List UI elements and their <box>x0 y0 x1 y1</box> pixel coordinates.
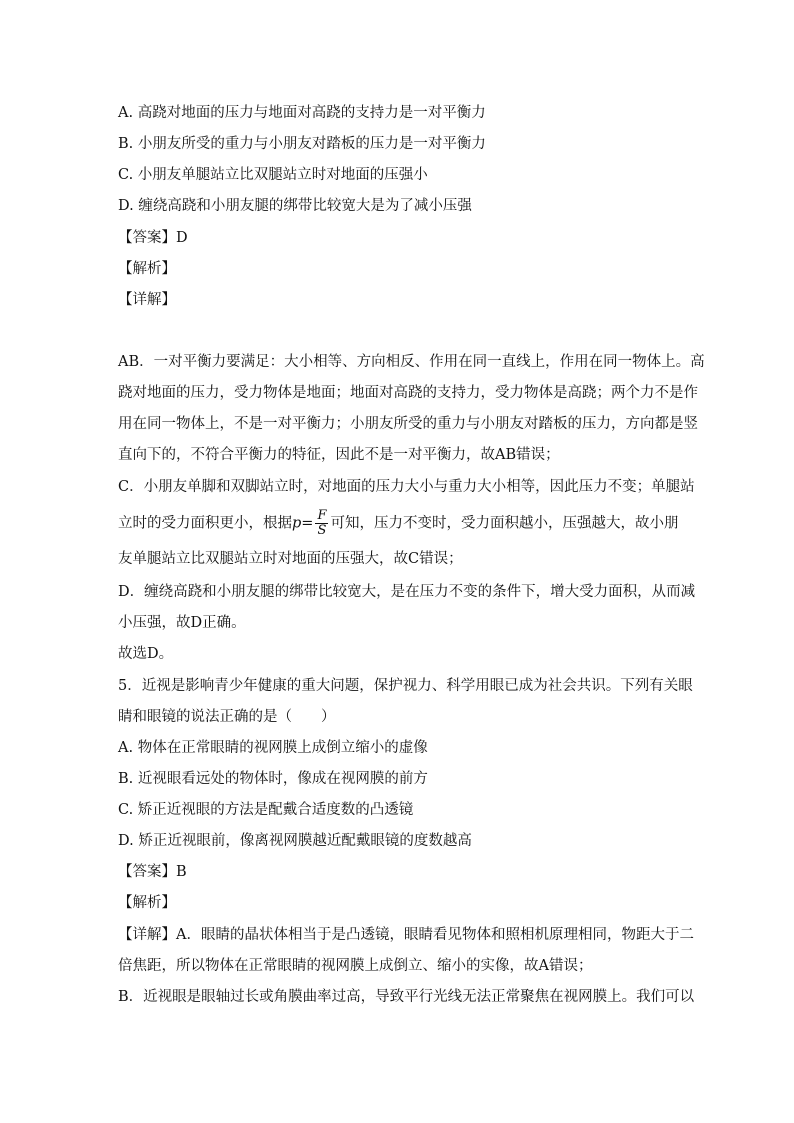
q4-explanation-d-line: D．缠绕高跷和小朋友腿的绑带比较宽大，是在压力不变的条件下，增大受力面积，从而减 <box>118 584 696 600</box>
q5-option-b: B. 近视眼看远处的物体时，像成在视网膜的前方 <box>118 771 428 787</box>
pressure-formula-fraction <box>315 509 328 538</box>
q5-stem-line: 5．近视是影响青少年健康的重大问题，保护视力、科学用眼已成为社会共识。下列有关眼 <box>118 678 693 694</box>
formula-denominator: S <box>317 523 327 538</box>
q4-explanation-c-line: 友单腿站立比双腿站立时对地面的压强大，故C错误； <box>118 551 463 567</box>
q4-answer: 【答案】D <box>118 230 188 246</box>
q4-option-a: A. 高跷对地面的压力与地面对高跷的支持力是一对平衡力 <box>118 105 486 121</box>
q4-explanation-c-line: C．小朋友单脚和双脚站立时，对地面的压力大小与重力大小相等，因此压力不变；单腿站 <box>118 479 695 495</box>
q4-explanation-d-line: 小压强，故D正确。 <box>118 615 246 631</box>
formula-eq: = <box>301 515 314 532</box>
q4-analysis-label: 【解析】 <box>118 261 176 277</box>
q4-explanation-ab-line: 用在同一物体上，不是一对平衡力；小朋友所受的重力与小朋友对踏板的压力，方向都是竖 <box>118 416 698 432</box>
q5-detail-line: 【详解】A．眼睛的晶状体相当于是凸透镜，眼睛看见物体和照相机原理相同，物距大于二 <box>118 927 694 943</box>
q5-option-c: C. 矫正近视眼的方法是配戴合适度数的凸透镜 <box>118 802 414 818</box>
q5-stem-line: 睛和眼镜的说法正确的是（ ） <box>118 709 336 725</box>
q5-detail-line: 倍焦距，所以物体在正常眼睛的视网膜上成倒立、缩小的实像，故A错误； <box>118 958 593 974</box>
q5-answer: 【答案】B <box>118 864 187 880</box>
q4-explanation-ab-line: 跷对地面的压力，受力物体是地面；地面对高跷的支持力，受力物体是高跷；两个力不是作 <box>118 385 698 401</box>
q5-option-a: A. 物体在正常眼睛的视网膜上成倒立缩小的虚像 <box>118 740 428 756</box>
q4-conclusion: 故选D。 <box>118 646 174 662</box>
q4-explanation-ab-line: 直向下的，不符合平衡力的特征，因此不是一对平衡力，故AB错误； <box>118 447 560 463</box>
q5-option-d: D. 矫正近视眼前，像离视网膜越近配戴眼镜的度数越高 <box>118 833 472 849</box>
q4-explanation-c-formula-line <box>118 509 680 538</box>
formula-lhs: p <box>292 515 302 532</box>
q5-analysis-label: 【解析】 <box>118 895 176 911</box>
q4-detail-label: 【详解】 <box>118 292 176 308</box>
q4-explanation-ab-line: AB．一对平衡力要满足：大小相等、方向相反、作用在同一直线上，作用在同一物体上。高 <box>118 354 705 370</box>
q4-option-d: D. 缠绕高跷和小朋友腿的绑带比较宽大是为了减小压强 <box>118 198 472 214</box>
q4-option-c: C. 小朋友单腿站立比双腿站立时对地面的压强小 <box>118 167 428 183</box>
formula-numerator: F <box>317 508 327 523</box>
q5-detail-line: B．近视眼是眼轴过长或角膜曲率过高，导致平行光线无法正常聚焦在视网膜上。我们可以 <box>118 989 695 1005</box>
c-line2-after: 可知，压力不变时，受力面积越小，压强越大，故小朋 <box>330 515 679 532</box>
q4-option-b: B. 小朋友所受的重力与小朋友对踏板的压力是一对平衡力 <box>118 136 486 152</box>
c-line2-before: 立时的受力面积更小，根据 <box>118 515 292 532</box>
